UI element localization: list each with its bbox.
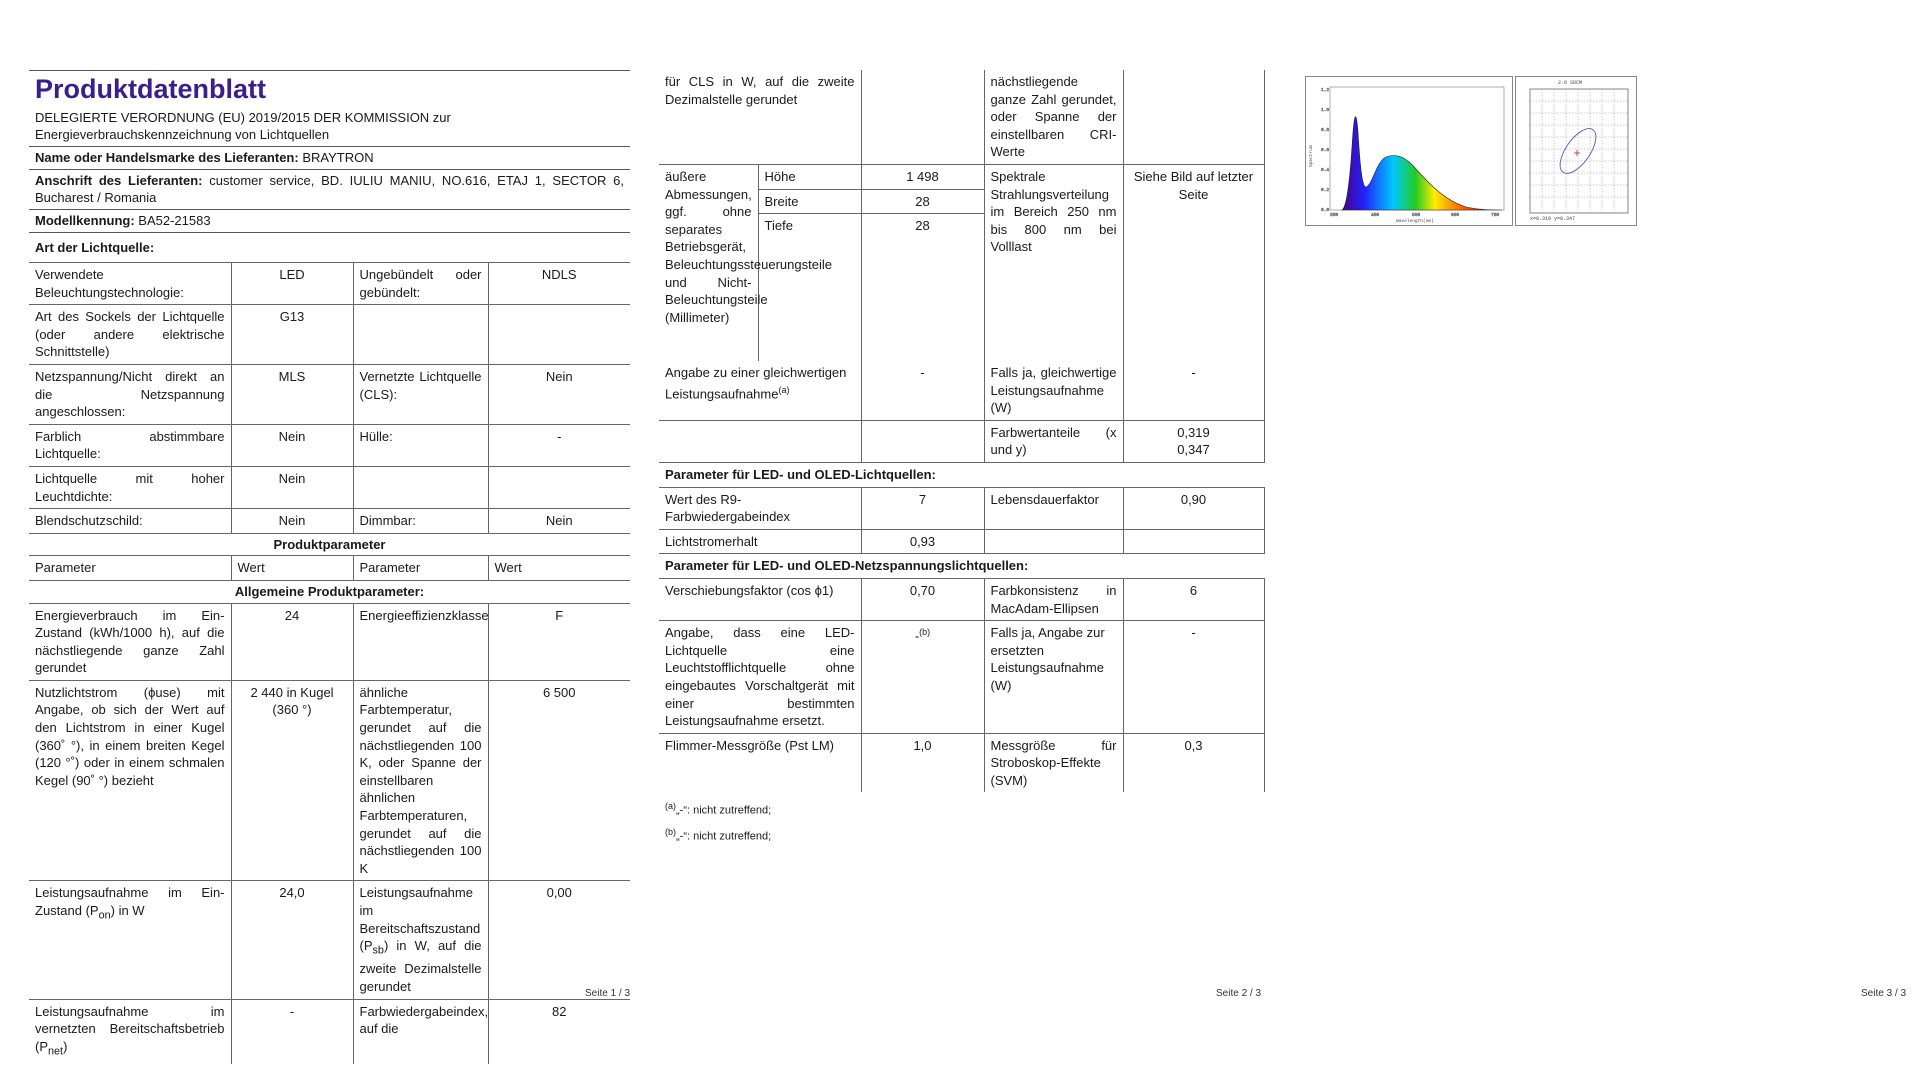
table-row	[659, 529, 1264, 554]
dim-name: Breite	[759, 190, 861, 215]
regulation-text: DELEGIERTE VERORDNUNG (EU) 2019/2015 DER KOMMISSION zur Energieverbrauchskennzeichnung von Lichtquellen	[29, 107, 630, 147]
param-cell: Blendschutzschild:	[29, 509, 231, 534]
table-row	[659, 578, 1264, 620]
column-header-row	[29, 556, 630, 581]
param-cell	[659, 420, 861, 462]
value-cell	[861, 70, 984, 165]
param-text: ) in W, auf die zweite Dezimalstelle gerundet	[359, 938, 482, 994]
param-cell	[29, 881, 231, 999]
param-cell: Lichtstromerhalt	[659, 529, 861, 554]
subscript: on	[98, 909, 111, 922]
page-footer: Seite 2 / 3	[1216, 988, 1262, 999]
param-cell: Farbwiedergabeindex, auf die	[353, 999, 488, 1064]
value-cell: MLS	[231, 364, 353, 424]
table-row	[29, 680, 630, 881]
param-cell: Hülle:	[353, 424, 488, 466]
caption-row	[29, 533, 630, 556]
value-cell: 0,00	[488, 881, 630, 999]
param-cell: Flimmer-Messgröße (Pst LM)	[659, 733, 861, 792]
caption-row	[659, 554, 1264, 579]
svg-text:0.6: 0.6	[1321, 148, 1330, 153]
param-cell: Falls ja, Angabe zur ersetzten Leistungsaufnahme (W)	[984, 621, 1123, 734]
value-cell: F	[488, 603, 630, 680]
address-line	[29, 170, 630, 210]
param-cell: Messgröße für Stroboskop-Effekte (SVM)	[984, 733, 1123, 792]
value-cell: 24,0	[231, 881, 353, 999]
value-cell: Nein	[488, 509, 630, 534]
footnote	[665, 822, 1258, 848]
dim-name: Tiefe	[764, 218, 793, 234]
param-cell: Energieverbrauch im Ein-Zustand (kWh/1000 h), auf die nächstliegende ganze Zahl gerundet	[29, 603, 231, 680]
param-cell: Art des Sockels der Lichtquelle (oder andere elektrische Schnittstelle)	[29, 305, 231, 365]
param-cell: Nutzlichtstrom (ϕuse) mit Angabe, ob sich der Wert auf den Lichtstrom in einer Kugel (360˚ °), in einem breiten Kegel (120 °˚) oder in einem schmalen Kegel (90˚ °) bezieht	[29, 680, 231, 881]
cie-diagram	[1516, 77, 1636, 225]
param-text: Leistungsaufnahme im Ein-Zustand (P	[35, 885, 225, 918]
product-params-caption: Produktparameter	[29, 533, 630, 556]
dim-value: 28	[862, 190, 984, 215]
svg-text:380: 380	[1330, 213, 1339, 218]
page-footer: Seite 1 / 3	[585, 988, 631, 999]
value-cell: Nein	[231, 466, 353, 508]
general-params-caption: Allgemeine Produktparameter:	[29, 580, 630, 603]
table-row	[29, 305, 630, 365]
param-cell	[353, 305, 488, 365]
value-text: -	[914, 628, 920, 644]
param-cell	[659, 361, 861, 420]
table-row	[659, 733, 1264, 792]
value-cell: 6	[1123, 578, 1264, 620]
column-header: Wert	[488, 556, 630, 581]
param-text: )	[63, 1038, 68, 1054]
spectrum-plot	[1306, 77, 1512, 225]
svg-text:450: 450	[1371, 213, 1380, 218]
value-cell: 1,0	[861, 733, 984, 792]
table-row	[659, 487, 1264, 529]
table-row	[29, 364, 630, 424]
svg-text:1.2: 1.2	[1321, 88, 1330, 93]
svg-text:1.0: 1.0	[1321, 108, 1330, 113]
param-cell: Verschiebungsfaktor (cos ϕ1)	[659, 578, 861, 620]
chroma-x: 0,319	[1177, 424, 1210, 440]
caption-row	[29, 580, 630, 603]
subscript: sb	[372, 944, 384, 957]
page-footer: Seite 3 / 3	[1861, 988, 1907, 999]
param-cell	[29, 999, 231, 1064]
param-cell: Dimmbar:	[353, 509, 488, 534]
model-label: Modellkennung:	[35, 213, 135, 228]
value-cell: -	[231, 999, 353, 1064]
value-cell	[861, 621, 984, 734]
param-cell: Lebensdauerfaktor	[984, 487, 1123, 529]
param-cell: für CLS in W, auf die zweite Dezimalstelle gerundet	[659, 70, 861, 165]
table-row	[29, 603, 630, 680]
dim-name: Höhe	[759, 165, 861, 190]
svg-text:0.2: 0.2	[1321, 188, 1330, 193]
value-cell: -	[1123, 361, 1264, 420]
column-header: Parameter	[29, 556, 231, 581]
value-cell: 82	[488, 999, 630, 1064]
value-cell: NDLS	[488, 263, 630, 305]
value-cell: Nein	[231, 509, 353, 534]
footnote-mark: (b)	[665, 827, 676, 838]
mains-params-caption: Parameter für LED- und OLED-Netzspannungslichtquellen:	[659, 554, 1264, 579]
param-text: Leistungsaufnahme im Bereitschaftszustand (P	[359, 885, 481, 954]
value-cell: 2 440 in Kugel (360 °)	[231, 680, 353, 881]
svg-text:0.8: 0.8	[1321, 128, 1330, 133]
value-cell	[488, 466, 630, 508]
param-cell: Spektrale Strahlungsverteilung im Bereich 250 nm bis 800 nm bei Volllast	[984, 165, 1123, 362]
table-row	[659, 420, 1264, 462]
table-row	[29, 881, 630, 999]
chroma-y: 0,347	[1177, 442, 1210, 458]
product-table-continued	[659, 70, 1265, 792]
param-cell	[984, 529, 1123, 554]
value-cell: 7	[861, 487, 984, 529]
table-row	[659, 165, 1264, 362]
param-cell: Energieeffizienzklasse	[353, 603, 488, 680]
value-cell: Siehe Bild auf letzter Seite	[1123, 165, 1264, 362]
column-header: Wert	[231, 556, 353, 581]
param-cell	[353, 466, 488, 508]
param-cell: ähnliche Farbtemperatur, gerundet auf die nächstliegenden 100 K, oder Spanne der einstellbaren ähnlichen Farbtemperaturen, gerundet auf die nächstliegenden 100 K	[353, 680, 488, 881]
footnote-ref: (a)	[778, 384, 790, 395]
spectrum-ylabel: Spectrum	[1309, 145, 1314, 167]
column-header: Parameter	[353, 556, 488, 581]
value-cell	[1123, 70, 1264, 165]
table-row	[659, 621, 1264, 734]
value-cell	[1123, 529, 1264, 554]
svg-text:780: 780	[1491, 213, 1500, 218]
param-cell: Lichtquelle mit hoher Leuchtdichte:	[29, 466, 231, 508]
svg-text:550: 550	[1412, 213, 1421, 218]
value-cell: G13	[231, 305, 353, 365]
cie-title: 2.0 SDCM	[1558, 80, 1583, 86]
value-cell	[488, 305, 630, 365]
value-cell: Nein	[231, 424, 353, 466]
value-cell: -	[1123, 621, 1264, 734]
footnote-text: „-“: nicht zutreffend;	[676, 805, 772, 818]
caption-row	[659, 462, 1264, 487]
param-cell: Vernetzte Lichtquelle (CLS):	[353, 364, 488, 424]
param-text: Angabe zu einer gleichwertigen Leistungsaufnahme	[665, 365, 847, 401]
product-table	[29, 262, 630, 1064]
table-row	[29, 466, 630, 508]
value-cell: 0,93	[861, 529, 984, 554]
page-1	[29, 70, 630, 1064]
value-cell: -	[861, 361, 984, 420]
table-row	[29, 999, 630, 1064]
value-cell: 0,3	[1123, 733, 1264, 792]
subscript: net	[48, 1045, 64, 1058]
param-text: Leistungsaufnahme im vernetzten Bereitschaftsbetrieb (P	[35, 1003, 225, 1054]
footnote-mark: (a)	[665, 801, 676, 812]
value-cell: Nein	[488, 364, 630, 424]
supplier-label: Name oder Handelsmarke des Lieferanten:	[35, 150, 299, 165]
dims-values	[861, 165, 984, 362]
value-cell: -	[488, 424, 630, 466]
param-cell: Netzspannung/Nicht direkt an die Netzspannung angeschlossen:	[29, 364, 231, 424]
supplier-value: BRAYTRON	[302, 150, 374, 165]
value-cell: LED	[231, 263, 353, 305]
table-row	[29, 424, 630, 466]
param-cell: Falls ja, gleichwertige Leistungsaufnahme (W)	[984, 361, 1123, 420]
table-row	[29, 263, 630, 305]
param-cell: Verwendete Beleuchtungstechnologie:	[29, 263, 231, 305]
value-cell: 6 500	[488, 680, 630, 881]
address-label: Anschrift des Lieferanten:	[35, 173, 203, 188]
value-cell	[861, 420, 984, 462]
model-value: BA52-21583	[138, 213, 211, 228]
param-cell	[353, 881, 488, 999]
svg-text:0.0: 0.0	[1321, 208, 1330, 213]
param-cell: Farbkonsistenz in MacAdam-Ellipsen	[984, 578, 1123, 620]
cie-diagram-image	[1515, 76, 1637, 226]
svg-text:650: 650	[1451, 213, 1460, 218]
footnotes	[659, 792, 1264, 847]
param-cell: Wert des R9-Farbwiedergabeindex	[659, 487, 861, 529]
address-value: customer service, BD. IULIU MANIU, NO.616, ETAJ 1, SECTOR 6, Bucharest / Romania	[35, 173, 624, 205]
param-text: ) in W	[110, 903, 145, 918]
param-cell: nächstliegende ganze Zahl gerundet, oder Spanne der einstellbaren CRI-Werte	[984, 70, 1123, 165]
table-row	[659, 70, 1264, 165]
model-line	[29, 210, 630, 233]
led-params-caption: Parameter für LED- und OLED-Lichtquellen:	[659, 462, 1264, 487]
dims-label: äußere Abmessungen, ggf. ohne separates Betriebsgerät, Beleuchtungssteuerungsteile und Nicht-Beleuchtungsteile (Millimeter)	[659, 165, 758, 362]
param-cell: Farbwertanteile (x und y)	[984, 420, 1123, 462]
footnote-text: „-“: nicht zutreffend;	[676, 830, 772, 843]
page-title: Produktdatenblatt	[35, 74, 267, 104]
page-2	[659, 70, 1264, 848]
spectrum-xlabel: Wavelength(nm)	[1396, 219, 1434, 224]
value-cell: 0,90	[1123, 487, 1264, 529]
footnote	[665, 796, 1258, 822]
value-cell: 0,70	[861, 578, 984, 620]
param-cell: Ungebündelt oder gebündelt:	[353, 263, 488, 305]
value-cell	[1123, 420, 1264, 462]
header-block	[29, 70, 630, 262]
dim-value: 1 498	[862, 165, 984, 190]
cie-readout: x=0.319 y=0.347	[1530, 216, 1576, 222]
supplier-line	[29, 147, 630, 170]
param-cell: Angabe, dass eine LED-Lichtquelle eine Leuchtstofflichtquelle ohne eingebautes Vorschaltgerät mit einer bestimmten Leistungsaufnahme ersetzt.	[659, 621, 861, 734]
svg-text:0.4: 0.4	[1321, 168, 1330, 173]
param-cell: Farblich abstimmbare Lichtquelle:	[29, 424, 231, 466]
type-label: Art der Lichtquelle:	[35, 240, 155, 255]
footnote-ref: (b)	[919, 627, 931, 638]
table-row	[29, 509, 630, 534]
dim-value: 28	[915, 218, 930, 234]
spectrum-image	[1305, 76, 1513, 226]
value-cell: 24	[231, 603, 353, 680]
table-row	[659, 361, 1264, 420]
